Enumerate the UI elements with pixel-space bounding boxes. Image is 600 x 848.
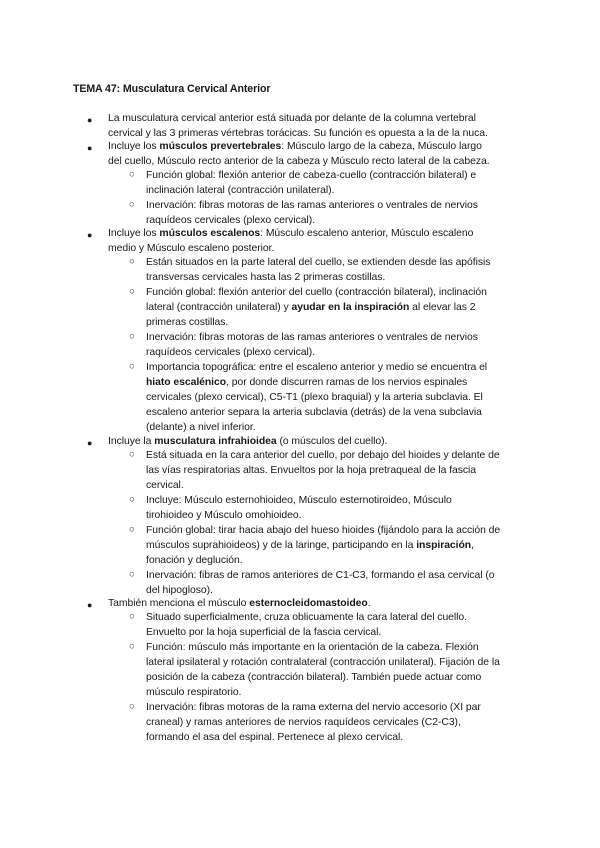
bold-term: esternocleidomastoideo <box>249 598 368 609</box>
bold-term: músculos escalenos <box>159 228 261 239</box>
text-line: fonación y deglución. <box>146 555 243 566</box>
sub-bullet-icon: ○ <box>129 524 135 535</box>
text-line: raquídeos cervicales (plexo cervical). <box>146 215 316 226</box>
sub-bullet-icon: ○ <box>129 169 135 180</box>
text-line: Incluye los músculos escalenos: Músculo escaleno anterior, Músculo escaleno <box>108 228 474 239</box>
text-line: Situado superficialmente, cruza oblicuamente la cara lateral del cuello. <box>146 612 467 623</box>
sub-bullet-icon: ○ <box>129 611 135 622</box>
text-line: lateral (contracción unilateral) y ayudar en la inspiración al elevar las 2 <box>146 302 476 313</box>
text-line: (delante) a nivel inferior. <box>146 422 256 433</box>
text-line: Está situada en la cara anterior del cuello, por debajo del hioides y delante de <box>146 450 500 461</box>
text-line: Están situados en la parte lateral del cuello, se extienden desde las apófisis <box>146 257 491 268</box>
bullet-icon: ● <box>87 600 93 610</box>
text-line: tirohioideo y Músculo omohioideo. <box>146 510 302 521</box>
text-line: cervical. <box>146 480 184 491</box>
text-line: del cuello, Músculo recto anterior de la cabeza y Músculo recto lateral de la cabeza. <box>108 156 490 167</box>
bold-term: músculos prevertebrales <box>159 141 282 152</box>
text-line: formando el asa del espinal. Pertenece al plexo cervical. <box>146 732 404 743</box>
text-line: inclinación lateral (contracción unilateral). <box>146 185 335 196</box>
text-line: primeras costillas. <box>146 317 229 328</box>
text-line: Función: músculo más importante en la orientación de la cabeza. Flexión <box>146 642 479 653</box>
bold-term: ayudar en la inspiración <box>291 302 410 313</box>
text-line: También menciona el músculo esternocleidomastoideo. <box>108 598 371 609</box>
text-line: Importancia topográfica: entre el escaleno anterior y medio se encuentra el <box>146 362 488 373</box>
sub-bullet-icon: ○ <box>129 256 135 267</box>
sub-bullet-icon: ○ <box>129 569 135 580</box>
text-line: músculos suprahioideos) y de la laringe, participando en la inspiración, <box>146 540 474 551</box>
bullet-icon: ● <box>87 438 93 448</box>
sub-bullet-icon: ○ <box>129 449 135 460</box>
text-line: transversas cervicales hasta las 2 primeras costillas. <box>146 272 386 283</box>
text-line: cervicales (plexo cervical), C5-T1 (plexo braquial) y la arteria subclavia. El <box>146 392 483 403</box>
sub-bullet-icon: ○ <box>129 641 135 652</box>
page-title: TEMA 47: Musculatura Cervical Anterior <box>73 83 271 95</box>
text-line: Función global: flexión anterior de cabeza-cuello (contracción bilateral) e <box>146 170 477 181</box>
bold-term: inspiración <box>416 540 472 551</box>
text-line: medio y Músculo escaleno posterior. <box>108 243 275 254</box>
text-line: Incluye los músculos prevertebrales: Músculo largo de la cabeza, Músculo largo <box>108 141 482 152</box>
text-line: posición de la cabeza (contracción bilateral). También puede actuar como <box>146 672 482 683</box>
sub-bullet-icon: ○ <box>129 701 135 712</box>
sub-bullet-icon: ○ <box>129 361 135 372</box>
sub-bullet-icon: ○ <box>129 494 135 505</box>
text-line: Incluye: Músculo esternohioideo, Músculo esternotiroideo, Músculo <box>146 495 452 506</box>
text-line: músculo respiratorio. <box>146 687 242 698</box>
text-line: Envuelto por la hoja superficial de la fascia cervical. <box>146 627 382 638</box>
text-line: craneal) y ramas anteriores de nervios raquídeos cervicales (C2-C3), <box>146 717 461 728</box>
text-line: del hipogloso). <box>146 585 213 596</box>
text-line: Inervación: fibras motoras de las ramas anteriores o ventrales de nervios <box>146 332 478 343</box>
text-line: hiato escalénico, por donde discurren ramas de los nervios espinales <box>146 377 468 388</box>
bullet-icon: ● <box>87 115 93 125</box>
text-line: La musculatura cervical anterior está situada por delante de la columna vertebral <box>108 113 476 124</box>
text-line: raquídeos cervicales (plexo cervical). <box>146 347 316 358</box>
bullet-icon: ● <box>87 143 93 153</box>
sub-bullet-icon: ○ <box>129 286 135 297</box>
text-line: escaleno anterior separa la arteria subclavia (detrás) de la vena subclavia <box>146 407 482 418</box>
text-line: Función global: flexión anterior del cuello (contracción bilateral), inclinación <box>146 287 487 298</box>
text-line: Inervación: fibras motoras de las ramas anteriores o ventrales de nervios <box>146 200 478 211</box>
text-line: Incluye la musculatura infrahioidea (o músculos del cuello). <box>108 436 388 447</box>
text-line: cervical y las 3 primeras vértebras torácicas. Su función es opuesta a la de la nuca. <box>108 128 488 139</box>
text-line: Inervación: fibras de ramos anteriores de C1-C3, formando el asa cervical (o <box>146 570 495 581</box>
text-line: Inervación: fibras motoras de la rama externa del nervio accesorio (XI par <box>146 702 481 713</box>
text-line: lateral ipsilateral y rotación contralateral (contracción unilateral). Fijación de la <box>146 657 500 668</box>
bold-term: musculatura infrahioidea <box>154 436 277 447</box>
bold-term: hiato escalénico <box>146 377 227 388</box>
text-line: las vías respiratorias altas. Envueltos por la hoja pretraqueal de la fascia <box>146 465 477 476</box>
bullet-icon: ● <box>87 230 93 240</box>
text-line: Función global: tirar hacia abajo del hueso hioides (fijándolo para la acción de <box>146 525 501 536</box>
sub-bullet-icon: ○ <box>129 331 135 342</box>
sub-bullet-icon: ○ <box>129 199 135 210</box>
